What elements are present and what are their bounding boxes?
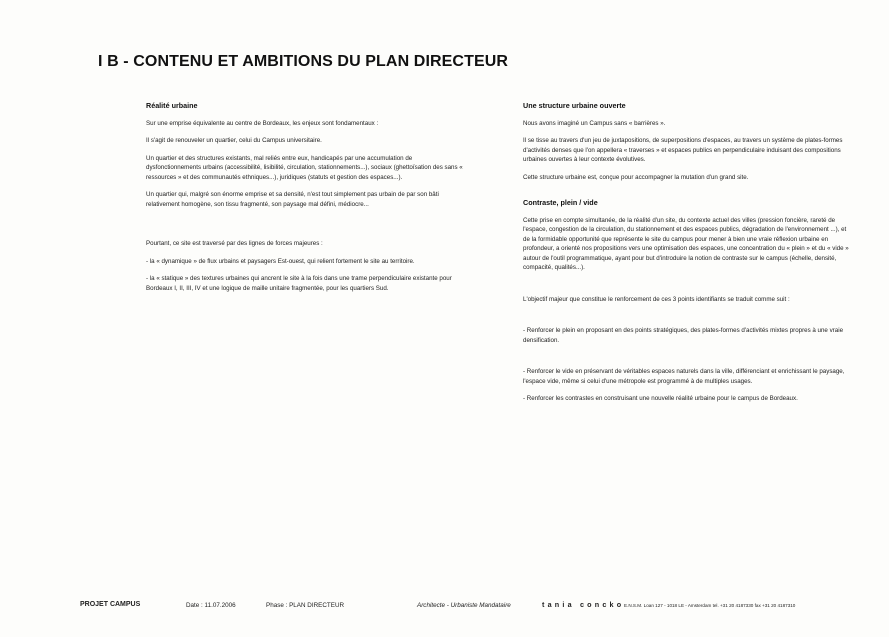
bullet-item: - la « dynamique » de flux urbains et paysagers Est-ouest, qui relient fortement le site au territoire. <box>146 257 415 265</box>
page-title: I B - CONTENU ET AMBITIONS DU PLAN DIRECTEUR <box>98 53 509 70</box>
bullet-item: - Renforcer le plein en proposant en des points stratégiques, des plates-formes d'activités mixtes propres à une vraie densification. <box>523 327 844 344</box>
footer-project: PROJET CAMPUS <box>80 601 141 608</box>
right-column <box>523 101 851 412</box>
paragraph: Cette structure urbaine est, conçue pour accompagner la mutation d'un grand site. <box>523 173 749 181</box>
left-column <box>146 101 468 301</box>
page-footer <box>0 596 889 616</box>
section-heading-realite-urbaine: Réalité urbaine <box>146 101 198 110</box>
paragraph: Pourtant, ce site est traversé par des lignes de forces majeures : <box>146 240 323 247</box>
paragraph: Cette prise en compte simultanée, de la réalité d'un site, du contexte actuel des villes (pression foncière, rareté de l'espace, congestion de la circulation, du stationnement et des espaces publics, dégradation de l'environnement ...), et de la formidable opportunité que représente le site du campus pour mener à bien une vraie réflexion urbaine en profondeur, a orienté nos propositions vers une optimisation des espaces, une concentration du « plein » et du « vide » autour de l'outil programmatique, ayant pour but d'introduire la notion de contraste sur le campus (échelle, densité, compacité, qualités...). <box>523 216 849 271</box>
paragraph: Il s'agit de renouveler un quartier, celui du Campus universitaire. <box>146 137 322 144</box>
paragraph: Un quartier et des structures existants, mal reliés entre eux, handicapés par une accumulation de dysfonctionnements urbains (accessibilité, lisibilité, circulation, stationnements...), sociaux (ghettoïsation des sans « ressources » et des communautés ethniques...), juridiques (statuts et gestion des espaces...). <box>146 154 463 181</box>
footer-brand-logo: tania concko <box>542 600 625 609</box>
footer-address: E.N.S.M. Loan 127 - 1018 LE - Amsterdam tel. +31 20 4187330 fax +31 20 4187310 <box>624 603 796 608</box>
bullet-item: - Renforcer le vide en préservant de véritables espaces naturels dans la ville, différenciant et enrichissant le paysage, l'espace vide, même si celui d'une métropole est programmé à de multiples usages. <box>523 368 845 385</box>
bullet-item: - Renforcer les contrastes en construisant une nouvelle réalité urbaine pour le campus de Bordeaux. <box>523 395 798 402</box>
bullet-item: - la « statique » des textures urbaines qui ancrent le site à la fois dans une trame perpendiculaire existante pour Bordeaux I, II, III, IV et une logique de maille unitaire fragmentée, pour les quartiers Sud. <box>146 275 452 292</box>
paragraph: L'objectif majeur que constitue le renforcement de ces 3 points identifiants se traduit comme suit : <box>523 295 790 303</box>
footer-phase: Phase : PLAN DIRECTEUR <box>266 602 345 609</box>
section-heading-contraste: Contraste, plein / vide <box>523 198 598 207</box>
paragraph: Un quartier qui, malgré son énorme emprise et sa densité, n'est tout simplement pas urbain de par son bâti relativement homogène, son tissu fragmenté, son paysage mal défini, médiocre... <box>146 191 439 208</box>
paragraph: Il se tisse au travers d'un jeu de juxtapositions, de superpositions d'espaces, au travers un système de plates-formes d'activités denses que l'on appellera « traverses » et espaces publics en perpendiculaire induisant des compositions urbaines ouvertes à leur contexte évolutives. <box>523 137 843 163</box>
paragraph: Sur une emprise équivalente au centre de Bordeaux, les enjeux sont fondamentaux : <box>146 119 379 127</box>
section-heading-structure-urbaine: Une structure urbaine ouverte <box>523 101 626 110</box>
footer-role: Architecte - Urbaniste Mandataire <box>417 602 511 609</box>
footer-date: Date : 11.07.2006 <box>186 602 236 609</box>
paragraph: Nous avons imaginé un Campus sans « barrières ». <box>523 119 666 127</box>
